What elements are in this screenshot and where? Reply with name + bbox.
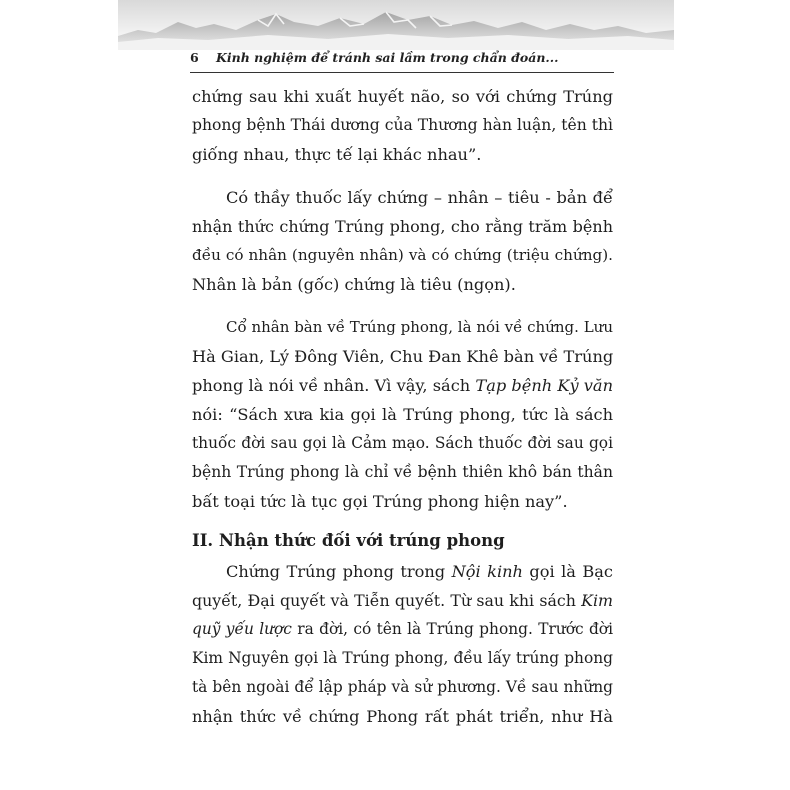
text-line: quỹ yếu lược ra đời, có tên là Trúng phong. Trước đời xyxy=(192,620,613,638)
body-text xyxy=(192,82,613,731)
paragraph xyxy=(192,557,613,731)
text-line: phong là nói về nhân. Vì vậy, sách Tạp bệnh Kỷ văn xyxy=(192,376,614,395)
paragraph xyxy=(192,313,613,516)
text-line: bệnh Trúng phong là chỉ về bệnh thiên khô bán thân xyxy=(192,463,613,481)
text-line: Chứng Trúng phong trong Nội kinh gọi là Bạc xyxy=(226,562,613,581)
book-title: Nội kinh xyxy=(451,562,523,581)
text-line: Hà Gian, Lý Đông Viên, Chu Đan Khê bàn về Trúng xyxy=(192,347,614,366)
text-line: nhận thức về chứng Phong rất phát triển, như Hà xyxy=(192,707,613,726)
text-line: tà bên ngoài để lập pháp và sử phương. Về sau những xyxy=(192,678,613,696)
text-line: thuốc đời sau gọi là Cảm mạo. Sách thuốc đời sau gọi xyxy=(192,434,613,452)
section-heading: II. Nhận thức đối với trúng phong xyxy=(192,531,505,550)
text-line: Kim Nguyên gọi là Trúng phong, đều lấy trúng phong xyxy=(192,649,613,667)
book-title: quỹ yếu lược xyxy=(192,620,292,638)
text-line: Có thầy thuốc lấy chứng – nhân – tiêu - bản để xyxy=(226,188,613,207)
text-line: nói: “Sách xưa kia gọi là Trúng phong, tức là sách xyxy=(192,405,613,424)
text-line: chứng sau khi xuất huyết não, so với chứng Trúng xyxy=(192,87,613,106)
running-title: Kinh nghiệm để tránh sai lầm trong chẩn đoán... xyxy=(216,50,559,65)
text-line: phong bệnh Thái dương của Thương hàn luận, tên thì xyxy=(192,116,614,134)
text-line: đều có nhân (nguyên nhân) và có chứng (triệu chứng). xyxy=(192,246,613,264)
page-number: 6 xyxy=(190,50,199,65)
header-rule xyxy=(190,72,614,73)
text-line: Cổ nhân bàn về Trúng phong, là nói về chứng. Lưu xyxy=(226,318,613,336)
text-line: nhận thức chứng Trúng phong, cho rằng trăm bệnh xyxy=(192,217,613,236)
running-header xyxy=(190,50,660,70)
text-line: giống nhau, thực tế lại khác nhau”. xyxy=(192,145,482,164)
paragraph xyxy=(192,82,613,169)
book-title: Kim xyxy=(581,591,613,610)
text-line: Nhân là bản (gốc) chứng là tiêu (ngọn). xyxy=(192,275,516,294)
mountain-banner-illustration xyxy=(118,0,674,50)
text-line: quyết, Đại quyết và Tiễn quyết. Từ sau khi sách Kim xyxy=(192,591,613,610)
book-title: Tạp bệnh Kỷ văn xyxy=(475,376,614,395)
text-line: bất toại tức là tục gọi Trúng phong hiện nay”. xyxy=(192,492,568,511)
paragraph xyxy=(192,183,613,299)
